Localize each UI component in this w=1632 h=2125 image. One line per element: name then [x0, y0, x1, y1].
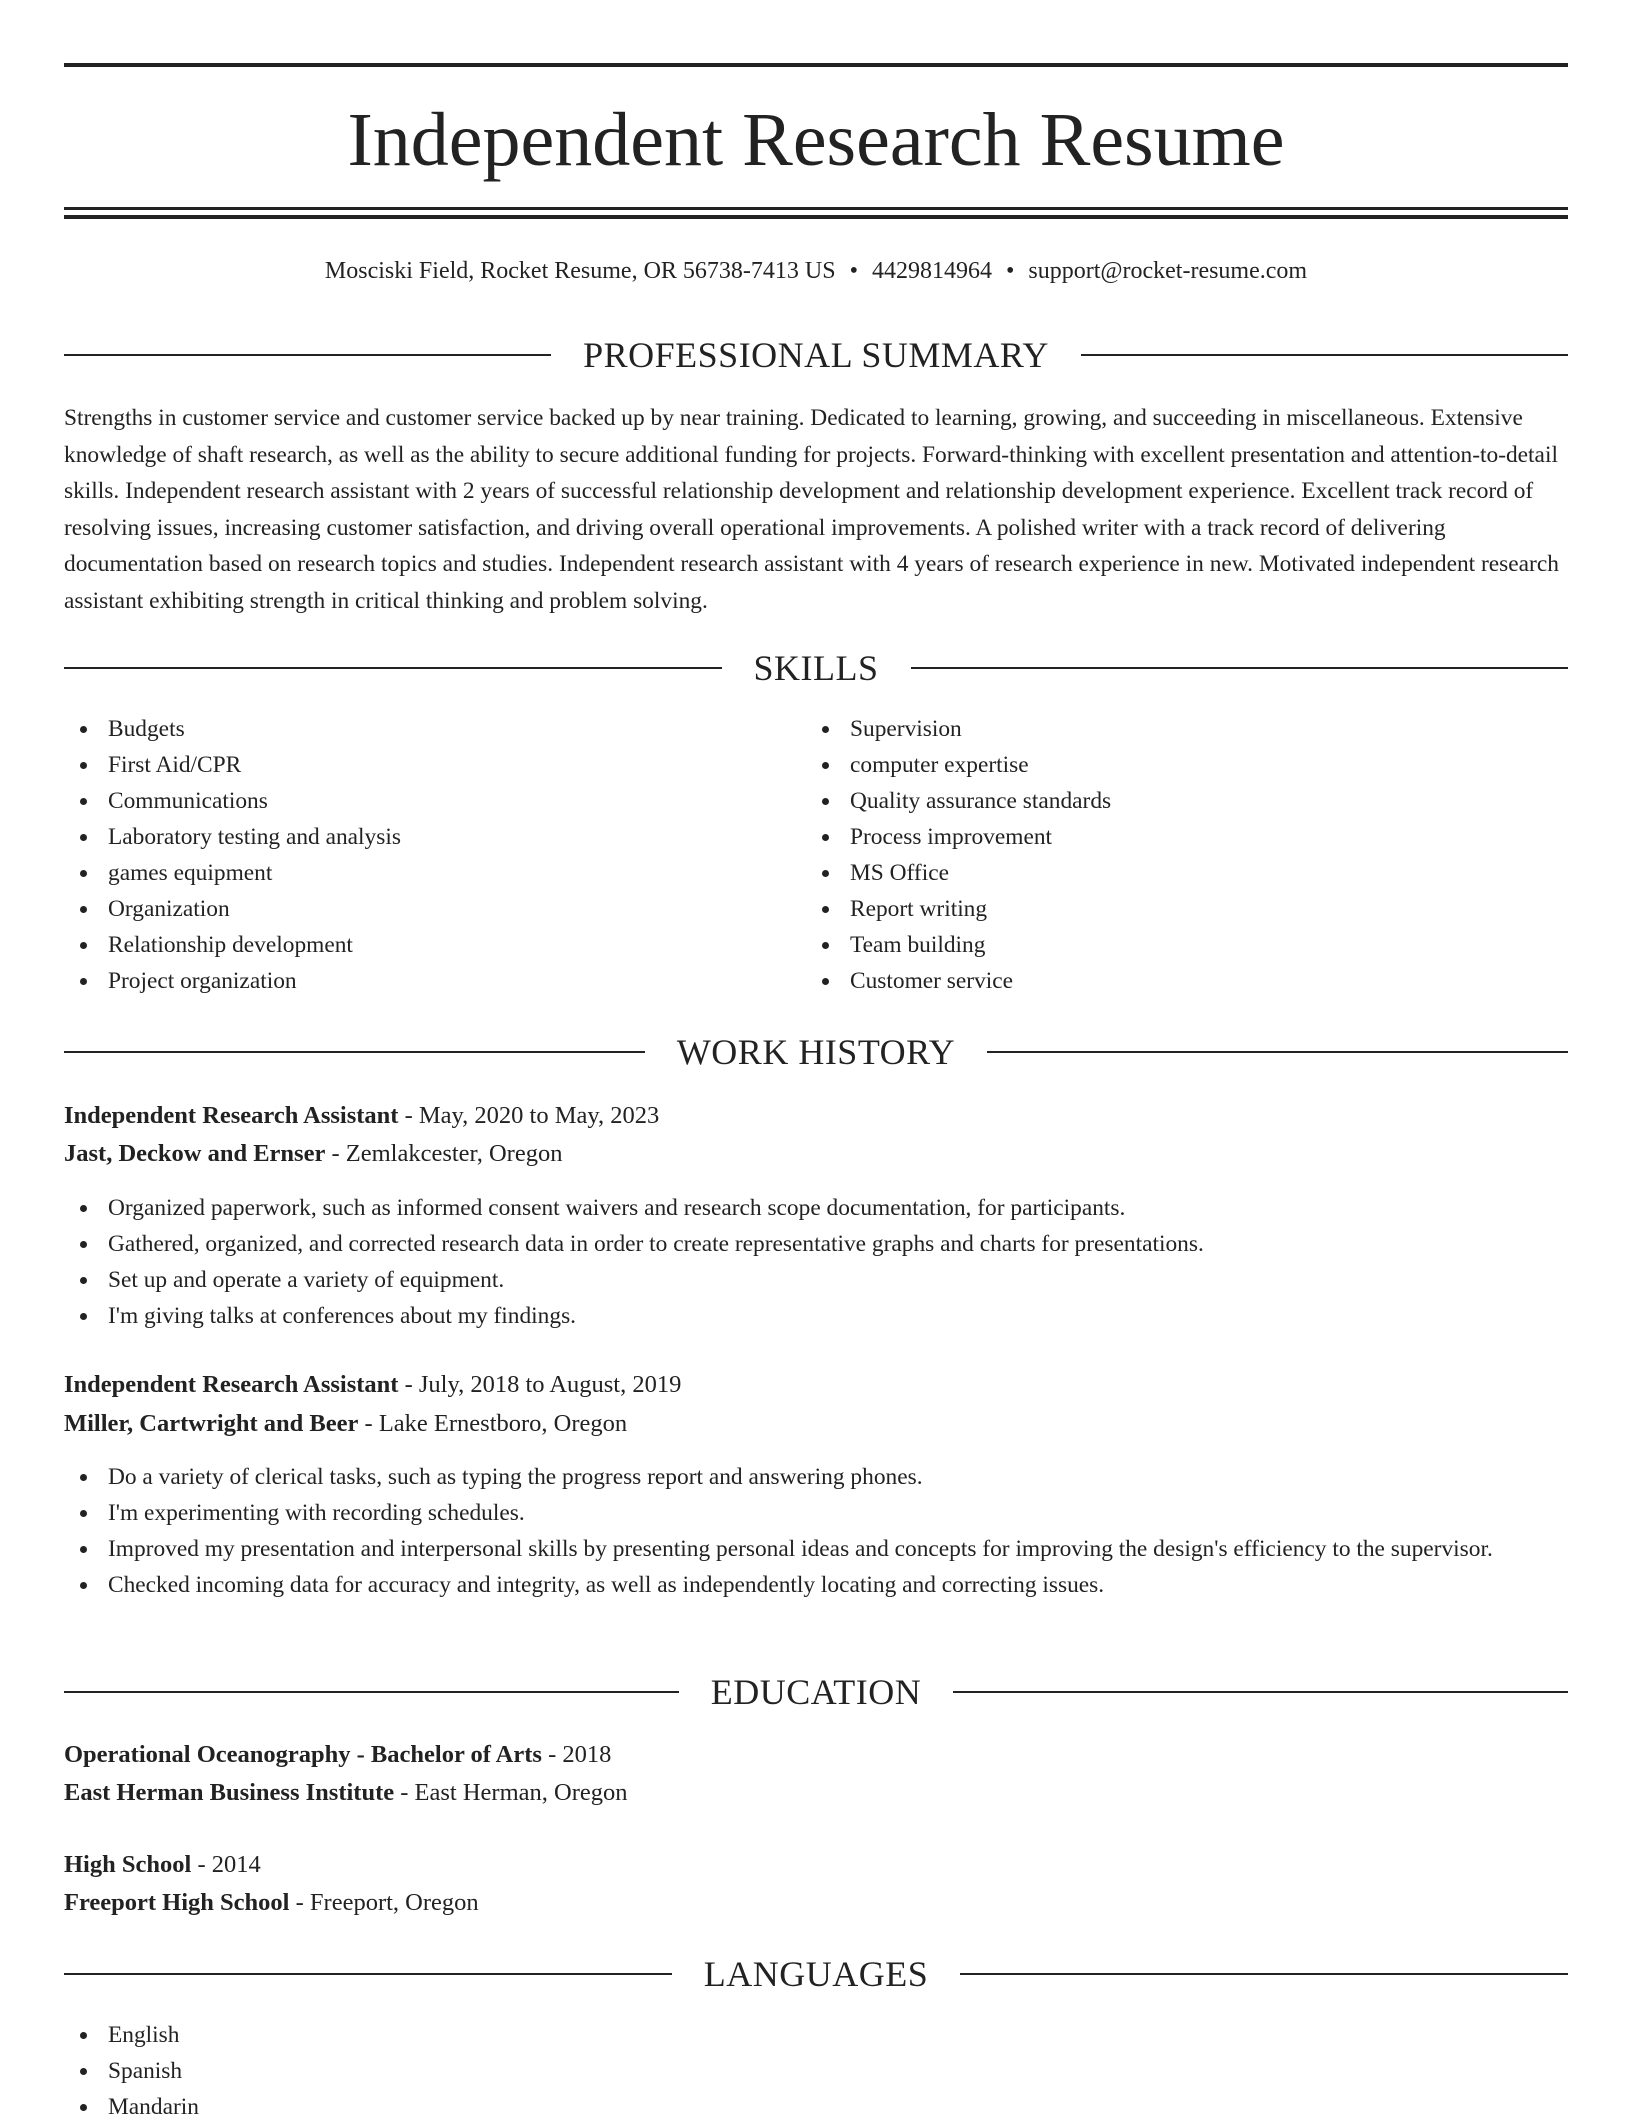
contact-separator: • — [849, 258, 858, 284]
title-rule-upper — [64, 207, 1568, 210]
contact-address: Mosciski Field, Rocket Resume, OR 56738-7413 US — [324, 258, 836, 284]
job-dash: - — [398, 1102, 419, 1129]
job-dates: July, 2018 to August, 2019 — [418, 1371, 682, 1398]
education-year: 2014 — [211, 1851, 261, 1878]
skill-item: First Aid/CPR — [64, 747, 764, 783]
duty-item: Gathered, organized, and corrected research data in order to create representative graphs and charts for presentations. — [64, 1226, 1568, 1262]
job-title: Independent Research Assistant — [64, 1371, 399, 1398]
education-school-line — [64, 1774, 1568, 1812]
education-location: East Herman, Oregon — [414, 1779, 628, 1806]
skill-item: Project organization — [64, 963, 764, 999]
job-duties-list — [64, 1459, 1568, 1603]
resume-title: Independent Research Resume — [347, 98, 1285, 182]
skills-list-left — [64, 711, 764, 999]
contact-separator: • — [1005, 258, 1015, 284]
heading-rule-right — [987, 1051, 1568, 1053]
duty-item: Do a variety of clerical tasks, such as typing the progress report and answering phones. — [64, 1459, 1568, 1495]
heading-rule-left — [64, 1973, 672, 1975]
skill-item: Laboratory testing and analysis — [64, 819, 764, 855]
heading-rule-right — [953, 1691, 1568, 1693]
title-rule-lower — [64, 215, 1568, 219]
heading-rule-left — [64, 667, 722, 669]
duty-item: Checked incoming data for accuracy and integrity, as well as independently locating and correcting issues. — [64, 1567, 1568, 1603]
skill-item: Organization — [64, 891, 764, 927]
section-title-languages: LANGUAGES — [703, 1954, 929, 1994]
skill-item: Communications — [64, 783, 764, 819]
contact-line — [64, 254, 1568, 288]
skill-item: Report writing — [806, 891, 1506, 927]
heading-rule-right — [911, 667, 1569, 669]
top-rule — [64, 63, 1568, 67]
education-dash: - — [541, 1741, 563, 1768]
heading-rule-left — [64, 1691, 679, 1693]
skill-item: MS Office — [806, 855, 1506, 891]
duty-item: Organized paperwork, such as informed consent waivers and research scope documentation, for participants. — [64, 1190, 1568, 1226]
contact-email: support@rocket-resume.com — [1028, 258, 1308, 284]
languages-list-container — [64, 2017, 1568, 2125]
summary-text: Strengths in customer service and customer service backed up by near training. Dedicated to learning, growing, and succeeding in miscellaneous. Extensive knowledge of shaft research, as well as the ability to secure additional funding for projects. Forward-thinking with excellent presentation and attention-to-detail skills. Independent research assistant with 2 years of successful relationship development and relationship development experience. Excellent track record of resolving issues, increasing customer satisfaction, and driving overall operational improvements. A polished writer with a track record of delivering documentation based on research topics and studies. Independent research assistant with 4 years of research experience in new. Motivated independent research assistant exhibiting strength in critical thinking and problem solving. — [64, 405, 1559, 614]
heading-rule-right — [960, 1973, 1568, 1975]
job-title: Independent Research Assistant — [64, 1102, 399, 1129]
languages-list — [64, 2017, 1568, 2125]
skill-item: computer expertise — [806, 747, 1506, 783]
section-heading-work — [64, 1030, 1568, 1074]
duty-item: I'm giving talks at conferences about my findings. — [64, 1298, 1568, 1334]
section-heading-summary — [64, 333, 1568, 377]
education-degree: Operational Oceanography - Bachelor of Arts — [64, 1741, 542, 1768]
duty-item: Improved my presentation and interpersonal skills by presenting personal ideas and concepts for improving the design's efficiency to the supervisor. — [64, 1531, 1568, 1567]
education-dash: - — [289, 1889, 310, 1916]
education-degree-line — [64, 1846, 1568, 1884]
job-location: Zemlakcester, Oregon — [345, 1140, 563, 1167]
job-dash: - — [358, 1410, 379, 1437]
education-school: East Herman Business Institute — [64, 1779, 395, 1806]
section-title-work: WORK HISTORY — [676, 1032, 956, 1072]
skill-item: Supervision — [806, 711, 1506, 747]
section-title-education: EDUCATION — [710, 1672, 922, 1712]
skill-item: Relationship development — [64, 927, 764, 963]
job-duties — [64, 1190, 1568, 1334]
job-dash: - — [325, 1140, 346, 1167]
job-duties-list — [64, 1190, 1568, 1334]
skill-item: Budgets — [64, 711, 764, 747]
education-school: Freeport High School — [64, 1889, 290, 1916]
skill-item: Quality assurance standards — [806, 783, 1506, 819]
heading-rule-left — [64, 354, 551, 356]
skill-item: Process improvement — [806, 819, 1506, 855]
contact-phone: 4429814964 — [871, 258, 992, 284]
job-company: Jast, Deckow and Ernser — [64, 1140, 326, 1167]
job-dates: May, 2020 to May, 2023 — [418, 1102, 660, 1129]
language-item: Mandarin — [64, 2089, 1568, 2125]
education-school-line — [64, 1884, 1568, 1922]
section-title-summary: PROFESSIONAL SUMMARY — [583, 335, 1049, 375]
duty-item: Set up and operate a variety of equipment. — [64, 1262, 1568, 1298]
education-dash: - — [394, 1779, 415, 1806]
job-dash: - — [398, 1371, 419, 1398]
education-year: 2018 — [562, 1741, 612, 1768]
section-title-skills: SKILLS — [753, 648, 879, 688]
job-location: Lake Ernestboro, Oregon — [378, 1410, 628, 1437]
skills-list-right — [806, 711, 1506, 999]
skills-column-left — [64, 711, 764, 999]
job-title-line — [64, 1366, 1568, 1404]
job-title-line — [64, 1097, 1568, 1135]
section-heading-education — [64, 1670, 1568, 1714]
job-company: Miller, Cartwright and Beer — [64, 1410, 359, 1437]
skill-item: Team building — [806, 927, 1506, 963]
language-item: English — [64, 2017, 1568, 2053]
skill-item: Customer service — [806, 963, 1506, 999]
heading-rule-right — [1081, 354, 1568, 356]
section-heading-skills — [64, 646, 1568, 690]
section-heading-languages — [64, 1952, 1568, 1996]
job-company-line — [64, 1135, 1568, 1173]
language-item: Spanish — [64, 2053, 1568, 2089]
education-degree-line — [64, 1736, 1568, 1774]
education-location: Freeport, Oregon — [309, 1889, 479, 1916]
education-degree: High School — [64, 1851, 192, 1878]
job-duties — [64, 1459, 1568, 1603]
education-dash: - — [191, 1851, 212, 1878]
heading-rule-left — [64, 1051, 645, 1053]
job-company-line — [64, 1405, 1568, 1443]
skill-item: games equipment — [64, 855, 764, 891]
skills-column-right — [806, 711, 1506, 999]
duty-item: I'm experimenting with recording schedules. — [64, 1495, 1568, 1531]
